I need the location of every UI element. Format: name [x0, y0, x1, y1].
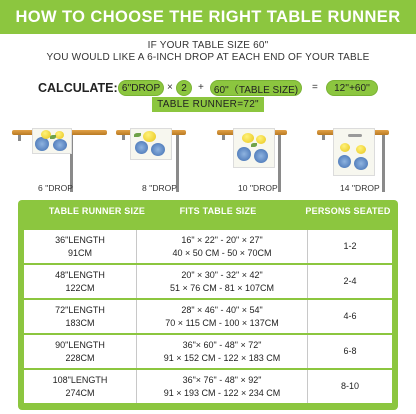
fits-table-cell — [137, 265, 307, 298]
calculation-row — [0, 78, 416, 98]
table-runner-image — [233, 128, 275, 168]
table-leg — [278, 135, 281, 192]
fits-table-cell — [137, 300, 307, 333]
persons-cell — [308, 230, 392, 263]
times-sign: × — [167, 82, 173, 93]
intro-line-1: IF YOUR TABLE SIZE 60" — [147, 40, 269, 51]
table-leg — [122, 135, 125, 140]
length-cm: 183CM — [65, 317, 95, 328]
fit-cm: 91 × 152 CM - 122 × 183 CM — [163, 352, 281, 363]
table-runner-image — [32, 128, 72, 154]
table-runner-image — [333, 128, 375, 176]
length-cm: 122CM — [65, 282, 95, 293]
table-row — [24, 335, 392, 368]
column-header: FITS TABLE SIZE — [179, 206, 257, 216]
persons-cell — [308, 265, 392, 298]
persons-cell — [308, 335, 392, 368]
length-inches: 48"LENGTH — [55, 269, 105, 280]
persons-seated: 2-4 — [343, 276, 357, 286]
length-inches: 108"LENGTH — [52, 374, 108, 385]
plus-sign: + — [198, 82, 204, 93]
fit-cm: 91 × 193 CM - 122 × 234 CM — [163, 387, 281, 398]
drop-label: 14 ''DROP — [340, 183, 380, 193]
runner-size-cell — [24, 300, 136, 333]
length-cm: 228CM — [65, 352, 95, 363]
table-row — [24, 300, 392, 333]
table-leg — [382, 135, 385, 192]
drop-label: 6 ''DROP — [38, 183, 73, 193]
fit-cm: 40 × 50 CM - 50 × 70CM — [172, 247, 272, 258]
fit-inches: 36"× 76" - 48" × 92" — [182, 374, 262, 385]
table-runner-image — [130, 128, 172, 160]
page-title: HOW TO CHOOSE THE RIGHT TABLE RUNNER — [0, 0, 416, 34]
sum-pill: 12''+60'' — [326, 80, 378, 96]
table-row — [24, 370, 392, 403]
fit-inches: 28" × 46" - 40" × 54" — [181, 304, 263, 315]
length-inches: 36"LENGTH — [55, 234, 105, 245]
intro-line-2: YOU WOULD LIKE A 6-INCH DROP AT EACH END OF YOUR TABLE — [46, 52, 370, 63]
runner-size-cell — [24, 335, 136, 368]
fit-cm: 70 × 115 CM - 100 × 137CM — [165, 317, 279, 328]
length-inches: 72"LENGTH — [55, 304, 105, 315]
drop-pill: 6''DROP — [118, 80, 164, 96]
calculate-label: CALCULATE: — [38, 81, 118, 95]
table-leg — [18, 135, 21, 141]
table-row — [24, 265, 392, 298]
runner-size-cell — [24, 230, 136, 263]
fits-table-cell — [137, 370, 307, 403]
persons-seated: 6-8 — [343, 346, 357, 356]
persons-cell — [308, 370, 392, 403]
drop-label: 10 ''DROP — [238, 183, 278, 193]
fit-inches: 20" × 30" - 32" × 42" — [181, 269, 263, 280]
persons-seated: 1-2 — [343, 241, 357, 251]
runner-size-cell — [24, 265, 136, 298]
length-inches: 90"LENGTH — [55, 339, 105, 350]
column-header: PERSONS SEATED — [305, 206, 391, 216]
persons-cell — [308, 300, 392, 333]
multiplier-pill: 2 — [176, 80, 192, 96]
fits-table-cell — [137, 230, 307, 263]
length-cm: 91CM — [67, 247, 92, 258]
table-size-pill: 60''（TABLE SIZE) — [210, 80, 302, 96]
fits-table-cell — [137, 335, 307, 368]
fit-inches: 16" × 22" - 20" × 27" — [181, 234, 263, 245]
persons-seated: 8-10 — [340, 381, 359, 391]
length-cm: 274CM — [65, 387, 95, 398]
fit-inches: 36"× 60" - 48" × 72" — [182, 339, 262, 350]
table-leg — [322, 135, 325, 140]
size-chart-table — [18, 200, 398, 410]
persons-seated: 4-6 — [343, 311, 357, 321]
column-header: TABLE RUNNER SIZE — [48, 206, 146, 216]
runner-size-cell — [24, 370, 136, 403]
fit-cm: 51 × 76 CM - 81 × 107CM — [169, 282, 275, 293]
table-row — [24, 230, 392, 263]
drop-label: 8 ''DROP — [142, 183, 177, 193]
result-banner: TABLE RUNNER=72" — [152, 97, 264, 112]
equals-sign: = — [312, 82, 318, 93]
table-leg — [222, 135, 225, 140]
